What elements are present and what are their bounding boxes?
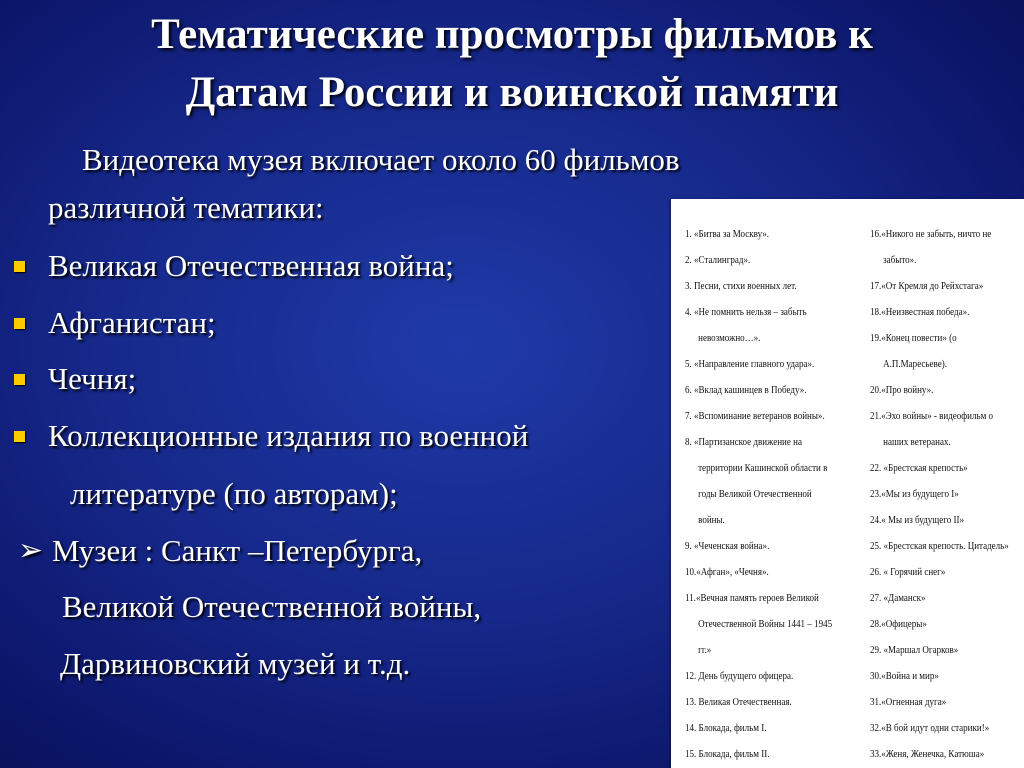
arrow-item-line-1: Музеи : Санкт –Петербурга,: [52, 533, 423, 568]
slide-title: [0, 6, 1024, 122]
film-list-right-column: [870, 221, 1016, 767]
film-list-line: 33.«Женя, Женечка, Катюша»: [870, 748, 985, 760]
film-list-line: 1. «Битва за Москву».: [685, 228, 770, 240]
film-list-line: 18.«Неизвестная победа».: [870, 306, 970, 318]
film-list-line: 2. «Сталинград».: [685, 254, 751, 266]
film-list-line: годы Великой Отечественной: [698, 488, 812, 500]
film-list-line: 25. «Брестская крепость. Цитадель»: [870, 540, 1009, 552]
film-list-line: 10.«Афган», «Чечня».: [685, 566, 769, 578]
film-list-line: 14. Блокада, фильм I.: [685, 722, 767, 734]
film-list-line: 3. Песни, стихи военных лет.: [685, 280, 797, 292]
film-list-line: 24.« Мы из будущего II»: [870, 514, 965, 526]
arrow-item-line-3: Дарвиновский музей и т.д.: [60, 646, 411, 681]
film-list-line: 30.«Война и мир»: [870, 670, 939, 682]
bullet-square-icon: [14, 261, 25, 272]
bullet-item: Чечня;: [48, 361, 137, 396]
film-list-line: наших ветеранах.: [883, 436, 951, 448]
film-list-line: 22. «Брестская крепость»: [870, 462, 968, 474]
bullet-item: Коллекционные издания по военной: [48, 418, 529, 453]
intro-line-1: Видеотека музея включает около 60 фильмов: [82, 142, 680, 177]
bullet-square-icon: [14, 374, 25, 385]
film-list-line: 17.«От Кремля до Рейхстага»: [870, 280, 984, 292]
film-list-line: 12. День будущего офицера.: [685, 670, 794, 682]
film-list-line: войны.: [698, 514, 725, 526]
title-line-2: Датам России и воинской памяти: [185, 69, 839, 116]
film-list-line: 32.«В бой идут одни старики!»: [870, 722, 990, 734]
film-list-line: 21.«Эхо войны» - видеофильм о: [870, 410, 994, 422]
film-list-line: 13. Великая Отечественная.: [685, 696, 792, 708]
intro-line-2: различной тематики:: [48, 190, 324, 225]
film-list-line: 29. «Маршал Огарков»: [870, 644, 959, 656]
film-list-line: 20.«Про войну».: [870, 384, 934, 396]
film-list-line: 9. «Чеченская война».: [685, 540, 770, 552]
film-list-line: 26. « Горячий снег»: [870, 566, 946, 578]
film-list-line: 27. «Даманск»: [870, 592, 926, 604]
film-list-line: А.П.Маресьеве).: [883, 358, 948, 370]
title-line-1: Тематические просмотры фильмов к: [151, 11, 873, 58]
film-list-line: гг.»: [698, 644, 712, 656]
film-list-line: забыто».: [883, 254, 917, 266]
bullet-item: Афганистан;: [48, 305, 216, 340]
film-list-left-column: [685, 221, 845, 767]
film-list-line: 5. «Направление главного удара».: [685, 358, 815, 370]
film-list-line: 31.«Огненная дуга»: [870, 696, 947, 708]
film-list-line: 28.«Офицеры»: [870, 618, 927, 630]
film-list-line: 23.«Мы из будущего I»: [870, 488, 959, 500]
film-list-line: 8. «Партизанское движение на: [685, 436, 802, 448]
arrow-item-line-2: Великой Отечественной войны,: [62, 589, 482, 624]
film-list-line: 16.«Никого не забыть, ничто не: [870, 228, 992, 240]
bullet-square-icon: [14, 431, 25, 442]
bullet-square-icon: [14, 318, 25, 329]
film-list-line: 7. «Вспоминание ветеранов войны».: [685, 410, 825, 422]
film-list-line: 6. «Вклад кашинцев в Победу».: [685, 384, 807, 396]
bullet-item: Великая Отечественная война;: [48, 248, 454, 283]
film-list-line: 15. Блокада, фильм II.: [685, 748, 770, 760]
film-list-line: 11.«Вечная память героев Великой: [685, 592, 819, 604]
arrow-bullet-icon: ➢: [18, 534, 44, 567]
film-list-line: 19.«Конец повести» (о: [870, 332, 957, 344]
bullet-continuation: литературе (по авторам);: [70, 476, 398, 511]
film-list-line: 4. «Не помнить нельзя – забыть: [685, 306, 807, 318]
film-list-line: Отечественной Войны 1441 – 1945: [698, 618, 833, 630]
film-list-line: невозможно…».: [698, 332, 761, 344]
film-list-line: территории Кашинской области в: [698, 462, 828, 474]
film-list-document-image: [671, 199, 1024, 768]
